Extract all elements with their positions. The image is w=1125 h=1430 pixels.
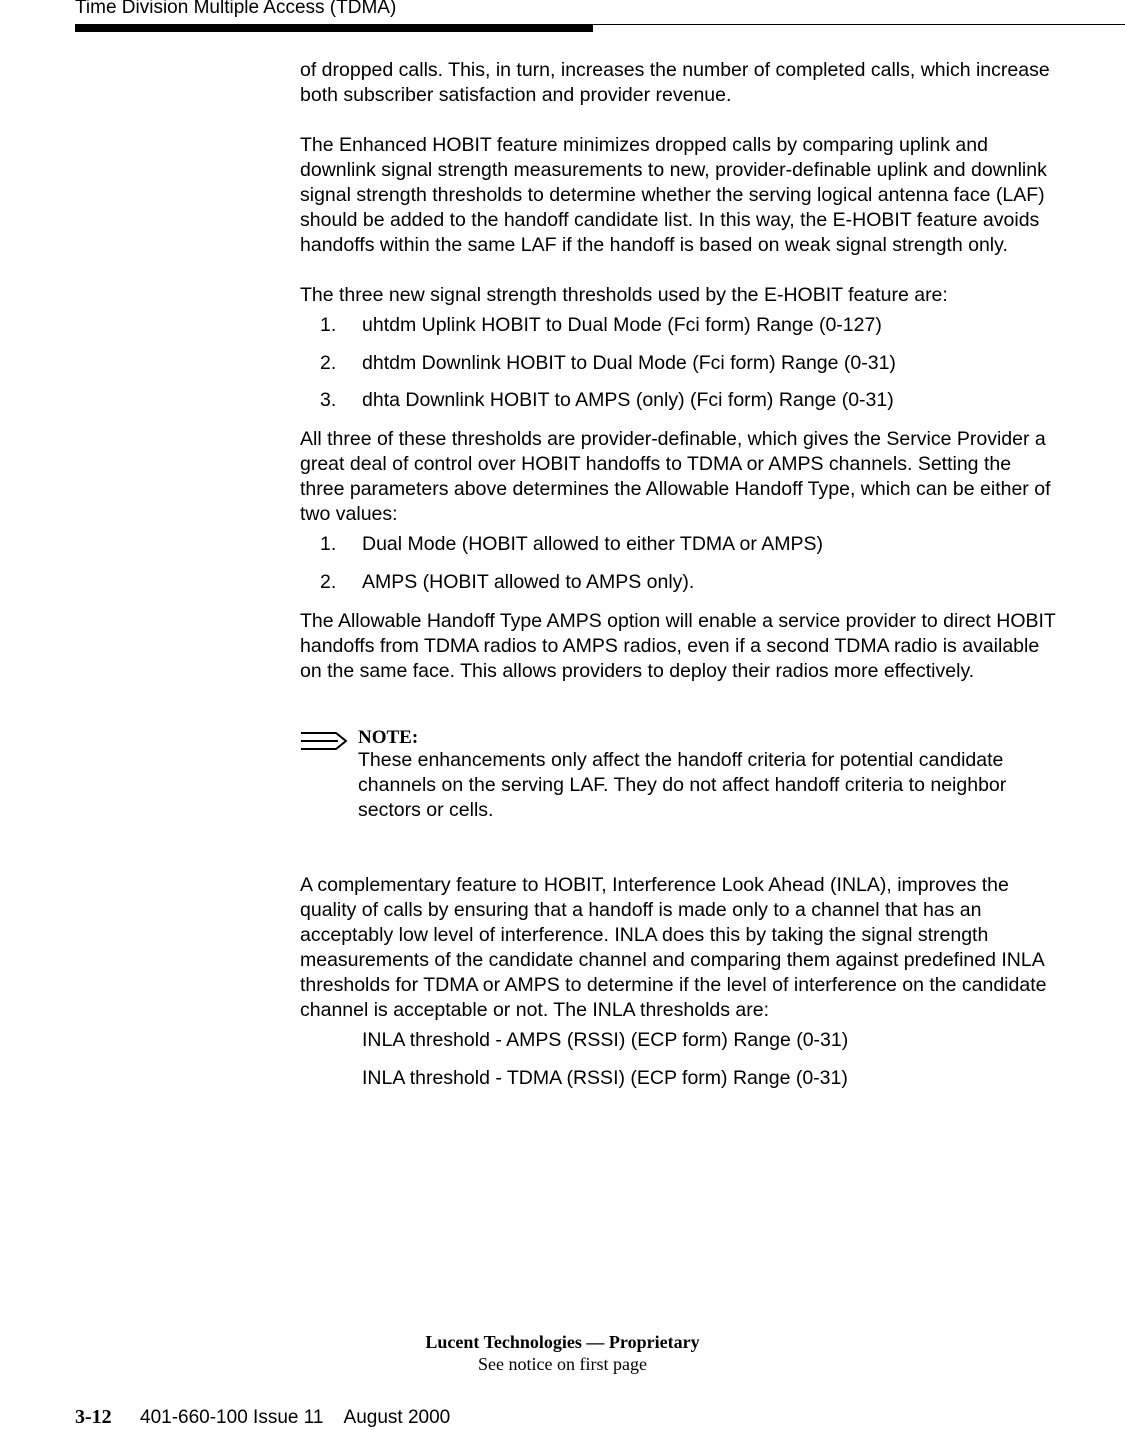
header-rule-bar bbox=[75, 25, 593, 32]
paragraph-thresholds-intro: The three new signal strength thresholds used by the E-HOBIT feature are: bbox=[300, 284, 948, 306]
list-item bbox=[300, 313, 1060, 338]
paragraph-intro: of dropped calls. This, in turn, increases the number of completed calls, which increase both subscriber satisfaction and provider revenue. bbox=[300, 59, 1050, 106]
inla-threshold-list bbox=[362, 1028, 1060, 1091]
list-item-text: dhtdm Downlink HOBIT to Dual Mode (Fci form) Range (0-31) bbox=[362, 351, 896, 374]
list-item-text: AMPS (HOBIT allowed to AMPS only). bbox=[362, 570, 695, 593]
footer-proprietary: Lucent Technologies — Proprietary bbox=[425, 1332, 700, 1352]
note-block bbox=[300, 726, 1060, 823]
list-item: INLA threshold - AMPS (RSSI) (ECP form) Range (0-31) bbox=[362, 1028, 849, 1051]
list-item-number: 3. bbox=[320, 389, 337, 411]
list-item-text: uhtdm Uplink HOBIT to Dual Mode (Fci form) Range (0-127) bbox=[362, 314, 882, 336]
handoff-type-list bbox=[300, 532, 1060, 595]
threshold-list bbox=[300, 313, 1060, 413]
list-item-text: dhta Downlink HOBIT to AMPS (only) (Fci form) Range (0-31) bbox=[362, 389, 894, 411]
list-item bbox=[300, 532, 1060, 557]
list-item: INLA threshold - TDMA (RSSI) (ECP form) Range (0-31) bbox=[362, 1066, 848, 1089]
list-item-number: 2. bbox=[320, 570, 337, 593]
header-title: Time Division Multiple Access (TDMA) bbox=[75, 0, 397, 18]
paragraph-inla: A complementary feature to HOBIT, Interference Look Ahead (INLA), improves the quality of calls by ensuring that a handoff is made only to a channel that has an acceptably low level of interference. INLA does this by taking the signal strength measurements of the candidate channel and comparing them against predefined INLA thresholds for TDMA or AMPS to determine if the level of interference on the candidate channel is acceptable or not. The INLA thresholds are: bbox=[300, 873, 1047, 1021]
page-number: 3-12 bbox=[75, 1406, 112, 1428]
list-item bbox=[300, 570, 1060, 595]
list-item-text: Dual Mode (HOBIT allowed to either TDMA or AMPS) bbox=[362, 533, 823, 555]
paragraph-enhanced-hobit: The Enhanced HOBIT feature minimizes dropped calls by comparing uplink and downlink signal strength measurements to new, provider-definable uplink and downlink signal strength thresholds to determine whether the serving logical antenna face (LAF) should be added to the handoff candidate list. In this way, the E-HOBIT feature avoids handoffs within the same LAF if the handoff is based on weak signal strength only. bbox=[300, 134, 1047, 256]
document-info: 401-660-100 Issue 11 August 2000 bbox=[140, 1407, 451, 1428]
body-content bbox=[300, 58, 1060, 1104]
footer-notice: See notice on first page bbox=[478, 1354, 647, 1374]
list-item bbox=[300, 351, 1060, 376]
list-item-number: 1. bbox=[320, 533, 337, 555]
list-item bbox=[300, 388, 1060, 413]
note-arrow-icon bbox=[300, 732, 348, 750]
paragraph-amps-option: The Allowable Handoff Type AMPS option will enable a service provider to direct HOBIT handoffs from TDMA radios to AMPS radios, even if a second TDMA radio is available on the same face. This allows providers to deploy their radios more effectively. bbox=[300, 609, 1056, 682]
paragraph-provider-definable: All three of these thresholds are provider-definable, which gives the Service Provider a great deal of control over HOBIT handoffs to TDMA or AMPS channels. Setting the three parameters above determines the Allowable Handoff Type, which can be either of two values: bbox=[300, 428, 1051, 525]
list-item-number: 1. bbox=[320, 314, 337, 336]
note-label: NOTE: bbox=[358, 726, 419, 748]
list-item-number: 2. bbox=[320, 351, 337, 374]
note-text: These enhancements only affect the handoff criteria for potential candidate channels on the serving LAF. They do not affect handoff criteria to neighbor sectors or cells. bbox=[358, 748, 1007, 821]
